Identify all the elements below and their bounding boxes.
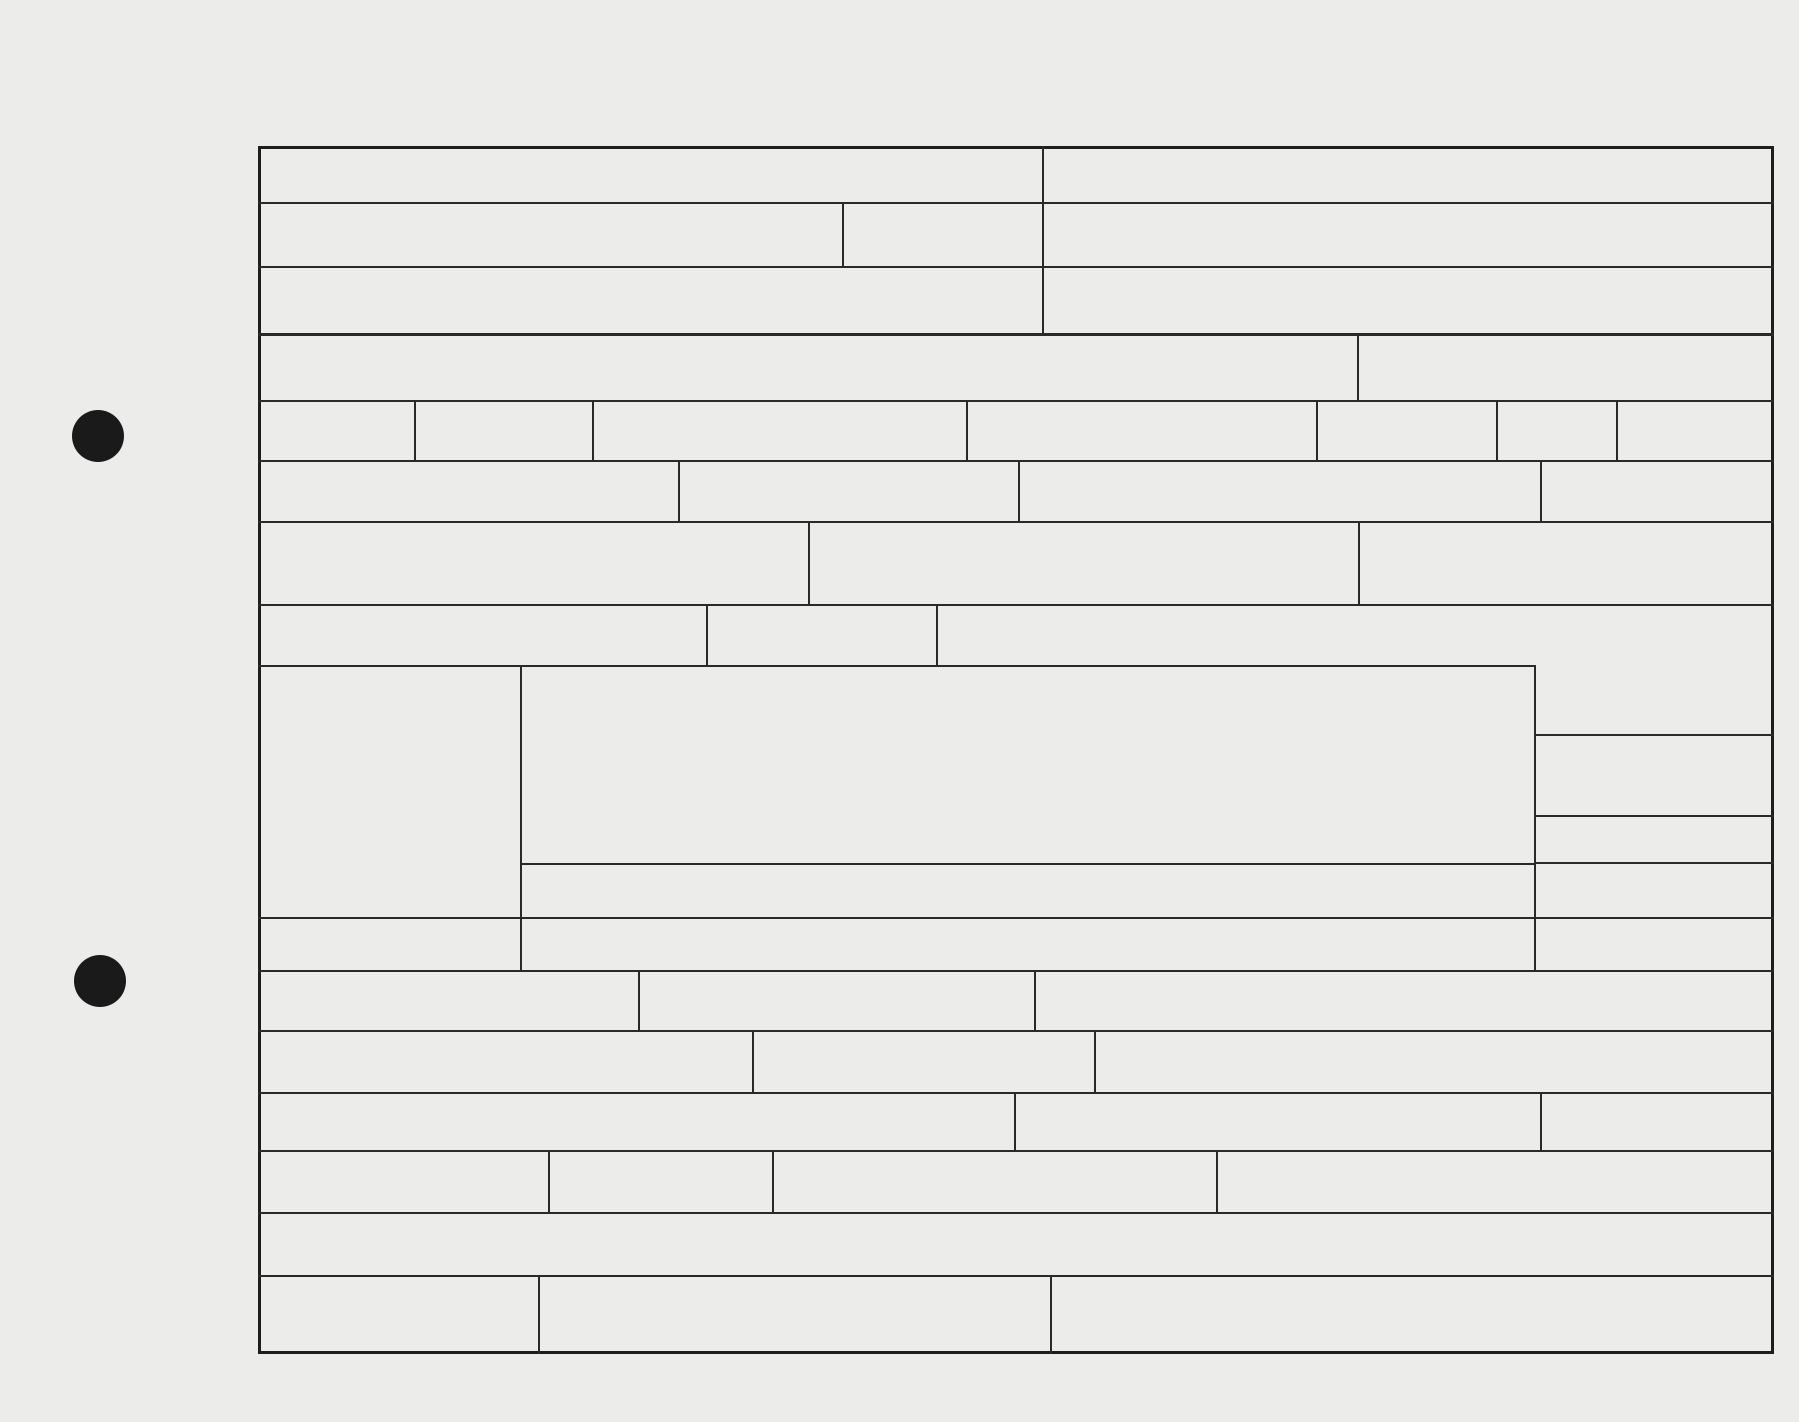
rule <box>1616 400 1618 460</box>
rule <box>706 604 708 666</box>
rule <box>1216 1150 1218 1213</box>
rule <box>842 202 844 266</box>
rule <box>1316 400 1318 460</box>
rule <box>808 521 810 605</box>
rule <box>414 400 416 460</box>
punch-hole-bottom <box>74 955 126 1007</box>
rule <box>592 400 594 460</box>
rule <box>258 665 1534 667</box>
rule <box>258 521 1774 523</box>
rule <box>936 604 938 666</box>
rule <box>258 917 1774 919</box>
rule <box>258 1030 1774 1032</box>
rule <box>258 333 1774 336</box>
punch-hole-top <box>72 410 124 462</box>
rule <box>258 604 1774 606</box>
rule <box>1534 734 1774 736</box>
rule <box>1357 333 1359 401</box>
rule <box>258 1275 1774 1277</box>
form-frame <box>258 146 1774 1354</box>
rule <box>966 400 968 460</box>
rule <box>1540 1092 1542 1151</box>
rule <box>520 863 1534 865</box>
rule <box>258 1092 1774 1094</box>
rule <box>1496 400 1498 460</box>
rule <box>752 1030 754 1093</box>
rule <box>1094 1030 1096 1093</box>
rule <box>258 266 1774 268</box>
rule <box>1034 970 1036 1031</box>
rule <box>1358 521 1360 605</box>
rule <box>1540 460 1542 522</box>
rule <box>548 1150 550 1213</box>
rule <box>258 1150 1774 1152</box>
rule <box>1050 1275 1052 1354</box>
rule <box>520 665 522 971</box>
rule <box>1534 665 1536 971</box>
rule <box>258 202 1774 204</box>
rule <box>1534 815 1774 817</box>
rule <box>1014 1092 1016 1151</box>
rule <box>638 970 640 1031</box>
rule <box>258 460 1774 462</box>
rule <box>1018 460 1020 522</box>
rule <box>1534 862 1774 864</box>
rule <box>258 400 1774 402</box>
rule <box>538 1275 540 1354</box>
rule <box>258 1212 1774 1214</box>
rule <box>1042 146 1044 334</box>
rule <box>772 1150 774 1213</box>
rule <box>678 460 680 522</box>
rule <box>258 970 1774 972</box>
